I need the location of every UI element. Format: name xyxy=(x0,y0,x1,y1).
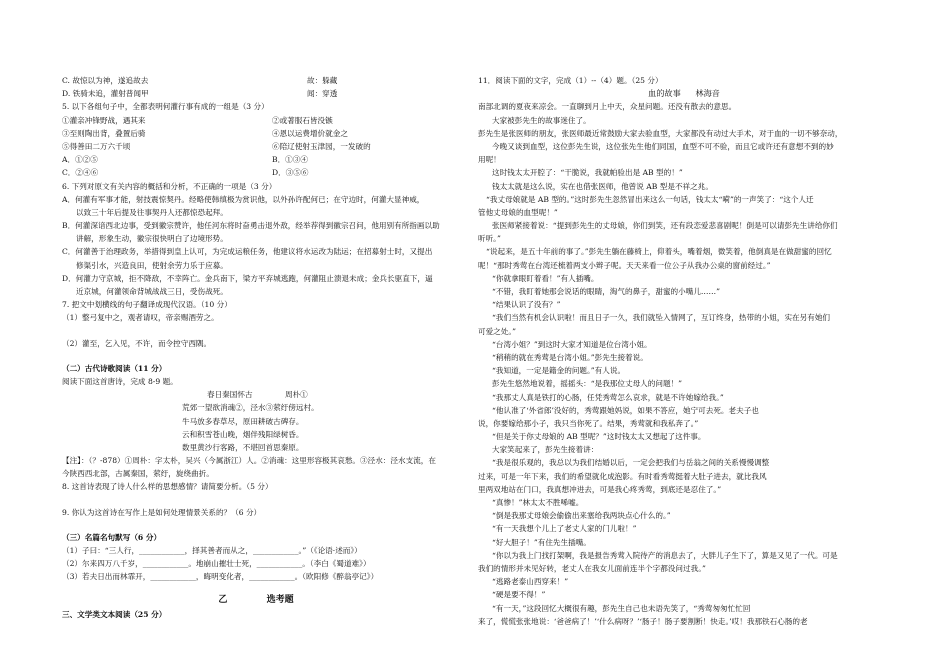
story-paragraph: “你就拿眼盯着看！”有人插嘴。 xyxy=(492,273,599,283)
poem-title-line xyxy=(62,388,450,401)
story-paragraph: “有一天，”这段回忆大概很有趣，彭先生自己也未语先笑了，“秀莺匆匆忙忙回 xyxy=(492,603,751,613)
q5-options-row xyxy=(62,114,450,127)
option-gloss: 闻：穿透 xyxy=(307,89,338,99)
story-paragraph: “他认准了‘外省郎’没好的，秀莺跟她妈说，如果不答应，她宁可去死。老夫子也 xyxy=(492,405,759,415)
story-title-line xyxy=(478,87,890,100)
question-9: 9. 你认为这首诗在写作上是如何处理情景关系的？（6 分） xyxy=(62,507,262,517)
q5-options-row xyxy=(62,140,450,153)
story-paragraph: “但是关于你丈母娘的 AB 型呢？”这时钱太太又想起了这件事。 xyxy=(492,432,706,442)
story-paragraph: 张医师紧接着说：“提到彭先生的丈母娘，你们到笑，还有段恋爱悲喜剧呢！倒是可以请彭先生讲给你们 xyxy=(492,221,838,231)
story-paragraph: 过来，可是一年下来，我们的希望就化成泡影。有时看秀莺挺着大肚子进去，就比我风 xyxy=(478,471,767,481)
story-paragraph: “你以为我上门找打架啊，我是报告秀莺入院待产的消息去了，大胖儿子生下了，算是又见了一代。可是 xyxy=(492,550,838,560)
q5-item: ⑤得善田二万六千顷 xyxy=(62,141,131,151)
elective-heading xyxy=(62,592,450,608)
story-paragraph: “我丈母娘就是 AB 型的。”这时彭先生忽然冒出来这么一句话，钱太太“嗬”的一声笑了：“这个人迁 xyxy=(486,194,814,204)
story-paragraph: 这时钱太太开腔了：“干脆说，我就帕验出是 AB 型的！” xyxy=(492,168,683,178)
story-paragraph: 钱太太就是这么说，实在也借张医师，他曾说 AB 型是不祥之兆。 xyxy=(492,181,713,191)
choice-a: A．①②⑤ xyxy=(62,155,98,165)
q6-option-b-cont: 讲解，形象生动，徽宗很快明白了边境形势。 xyxy=(76,234,228,244)
story-paragraph: “台湾小姐？”到这时大家才知道是位台湾小姐。 xyxy=(492,339,652,349)
story-paragraph: “说起来，是五十年前的事了。”彭先生躺在藤椅上，仰着头，嘴着烟，微笑着，他倒真是在做甜蜜的回忆 xyxy=(486,247,832,257)
q6-option-d-cont: 近京城，何灌领命背城战战三日，受伤战死。 xyxy=(76,287,228,296)
fill-blank-1: （1）子曰：“三人行，____________，择其善者而从之，____________。”（《论语·述而》） xyxy=(62,546,362,555)
story-paragraph: “逃路老泰山西穿来！” xyxy=(492,577,569,587)
poem-note-cont: 今陕西西北部，古属秦国，萦纡，旋绕曲折。 xyxy=(62,469,214,479)
story-paragraph: 我们的情形并未见好转，老丈人在我女儿面前连半个字都没问过我。” xyxy=(478,563,706,573)
story-paragraph: 里两双地站在门口，我真想冲进去，可是我心疼秀莺，到底还是忍住了。” xyxy=(478,484,722,494)
option-text: C. 故惊以为神，遂追故去 xyxy=(62,76,149,85)
section-literary-heading: 三、文学类文本阅读（25 分） xyxy=(62,609,167,619)
poem-line: 数里黄沙行客路，不堪回首思秦原。 xyxy=(182,442,304,452)
story-paragraph: “结果认识了没有？” xyxy=(492,300,561,310)
choice-d: D．③⑤⑥ xyxy=(272,168,309,178)
story-paragraph: “倒是我那丈母娘会偷偷出来塞给我两块点心什么的。” xyxy=(492,511,671,521)
story-paragraph: “有一天我想个儿上了老丈人家的门儿啦！” xyxy=(492,524,637,534)
story-paragraph: “硬是要不得！” xyxy=(492,590,546,600)
q5-item: ②或著服石皆没镞 xyxy=(272,115,333,125)
q5-choice-row xyxy=(62,153,450,166)
q6-option-c: C．何灌善于治理政务，举措得到皇上认可，为完成运粮任务，他建议将水运改为陆运；在招募射士时，又提出 xyxy=(62,247,433,257)
story-paragraph: 可爱之处。” xyxy=(478,326,517,336)
poem-line: 牛马放多春草尽，原田耕破古碑存。 xyxy=(182,416,304,426)
story-paragraph: 今晚又谈到血型，这位彭先生说，这位张先生他们同国，血型不可不验，而且它或许还有意想不到的妙 xyxy=(492,141,834,151)
option-gloss: 故：躲藏 xyxy=(307,76,338,85)
question-5: 5. 以下各组句子中，全都表明何灌行事有成的一组是（3 分） xyxy=(62,102,269,112)
q5-options-row xyxy=(62,127,450,140)
story-paragraph: 呢！“那时秀莺在台湾还梳着两支小辫子呢。天天来看一位公子从我办公桌的窗前经过。” xyxy=(478,260,771,270)
question-11: 11．阅读下面的文字，完成（1）--（4）题。（25 分） xyxy=(478,76,663,85)
story-paragraph: “好大胆子！”有住先生插嘴。 xyxy=(492,537,591,547)
question-7: 7. 把文中划横线的句子翻译成现代汉语。（10 分） xyxy=(62,300,232,310)
story-title: 血的故事 xyxy=(648,88,681,99)
q6-option-a-cont: 以致三十年后提及往事契丹人还都惊恐起拜。 xyxy=(76,207,228,217)
q5-item: ③至则陶出背，叠置后骑 xyxy=(62,128,146,138)
story-paragraph: “我知道，一定是籍金的问题。”有人说。 xyxy=(492,366,626,376)
q5-item: ⑥陪辽使射玉津园，一发破的 xyxy=(272,141,371,151)
story-paragraph: “我那丈人真是铁打的心肠，任凭秀莺怎么哀求，就是不许她嫁给我。” xyxy=(492,392,724,402)
story-paragraph: 听听。” xyxy=(478,234,501,244)
option-c-line xyxy=(62,74,450,87)
story-paragraph: 彭先生是张医师的朋友，张医师最近常鼓励大家去验血型，大家都没有动过大手术，对于血的一切不够奈动， xyxy=(478,128,843,138)
story-author: 林海音 xyxy=(695,88,720,99)
section-recitation-heading: （三）名篇名句默写（6 分） xyxy=(62,532,162,542)
story-paragraph: “真惨！”林太太不胜唏嘘。 xyxy=(492,498,584,507)
q7-part-1: （1）整弓复中之，观者请叹，帝亲赐酒劳之。 xyxy=(62,313,219,323)
left-column xyxy=(62,74,450,621)
section-poetry-heading: （二）古代诗歌阅读（11 分） xyxy=(62,363,167,373)
poem-line: 荒郊一望欲消魂②，泾水③萦纡傍远村。 xyxy=(182,403,319,413)
question-6: 6. 下列对原文有关内容的概括和分析，不正确的一项是（3 分） xyxy=(62,181,277,191)
option-d-line xyxy=(62,87,450,100)
story-paragraph: “稍稍的就在秀莺是台湾小姐。”彭先生接着说。 xyxy=(492,352,648,362)
q5-item: ①灌亲冲锋野战，遇其来 xyxy=(62,115,146,125)
q6-option-c-cont: 修渠引水，兴造良田，使射余劳力乐于应募。 xyxy=(76,260,228,270)
poem-note: 【注】：（？-878）①周朴：字太朴，吴兴（今属浙江）人。②消魂：这里形容极其哀愁。③泾水：泾水支流，在 xyxy=(62,456,436,466)
question-8: 8. 这首诗表现了诗人什么样的思想感情？请简要分析。（5 分） xyxy=(62,482,273,492)
poem-title: 春日秦国怀古 xyxy=(207,390,253,400)
story-paragraph: 南部北调的夏夜来凉会。一直聊到月上中天，众星问题。还没有散去的意思。 xyxy=(478,102,737,112)
right-column xyxy=(478,74,890,628)
story-paragraph: 彭先生悠然地说着，摇摇头：“是我那位丈母人的问题！” xyxy=(492,379,683,389)
story-paragraph: 大家笑起来了，彭先生接着讲： xyxy=(492,445,599,455)
story-paragraph: 管他丈母娘的血型呢！” xyxy=(478,207,558,217)
elective-label: 选考题 xyxy=(266,594,294,605)
story-paragraph: 大家被彭先生的故事迷住了。 xyxy=(492,115,591,125)
fill-blank-3: （3）若夫日出而林霏开，____________，晦明变化者，____________。（欧阳修《醉翁亭记》） xyxy=(62,572,379,582)
fill-blank-2: （2）尔来四万八千岁，____________。地崩山摧壮士死，____________。（李白《蜀道难》） xyxy=(62,559,371,569)
poem-author: 周朴① xyxy=(284,390,308,400)
elective-mark: 乙 xyxy=(218,594,228,605)
story-paragraph: “不错，我盯着她那会说话的眼睛，淘气的鼻子，甜蜜的小嘴儿……” xyxy=(492,287,720,296)
q5-choice-row xyxy=(62,166,450,179)
story-paragraph: “我是很乐观的，我总以为我们结婚以后，一定会把我们与岳翁之间的关系慢慢调整 xyxy=(492,458,770,468)
q5-item: ④恩以运费增价就金之 xyxy=(272,128,348,138)
story-paragraph: 说，你要嫁给那小子，我只当你死了。结果，秀莺就和我私奔了。” xyxy=(478,418,699,428)
poem-line: 云和积雪苍山晚，烟伴残阳绿树昏。 xyxy=(182,429,304,439)
story-paragraph: 用呢！ xyxy=(478,155,501,165)
story-paragraph: 来了，慌慌张张地说：‘爸爸病了！’‘什么病呀？’‘肠子！肠子要割断！快走。’哎！我那铁石心肠的老 xyxy=(478,616,808,626)
choice-c: C．②④⑥ xyxy=(62,168,99,178)
section-poetry-intro: 阅读下面这首唐诗，完成 8-9 题。 xyxy=(62,376,178,386)
option-text: D. 铁骑未追，灌射普闻甲 xyxy=(62,89,149,99)
q7-part-2: （2）灌至，乞入见，不许，而令控守西隅。 xyxy=(62,338,212,348)
q6-option-d: D．何灌力守京城，拒不降敌，不幸阵亡。金兵南下，梁方平弃城逃跑，何灌阻止溃退未成；金兵长驱直下，逼 xyxy=(62,273,433,283)
story-paragraph: “我们当然有机会认识啦！而且日子一久，我们就坠入情网了，互订终身，热带的小姐，实在另有她们 xyxy=(492,313,831,323)
choice-b: B．①③④ xyxy=(272,155,308,165)
q6-option-b: B．何灌深谙西北边事，受到徽宗赞许，他任河东将时奋勇击退外敌，经举荐得到徽宗召问，他用别有所指画以助 xyxy=(62,221,440,231)
q6-option-a: A．何灌有军事才能，射技震惊契丹。经略使韩缜极为赏识他，以外孙许配何已；在守边时，何灌大显神威， xyxy=(62,194,425,204)
